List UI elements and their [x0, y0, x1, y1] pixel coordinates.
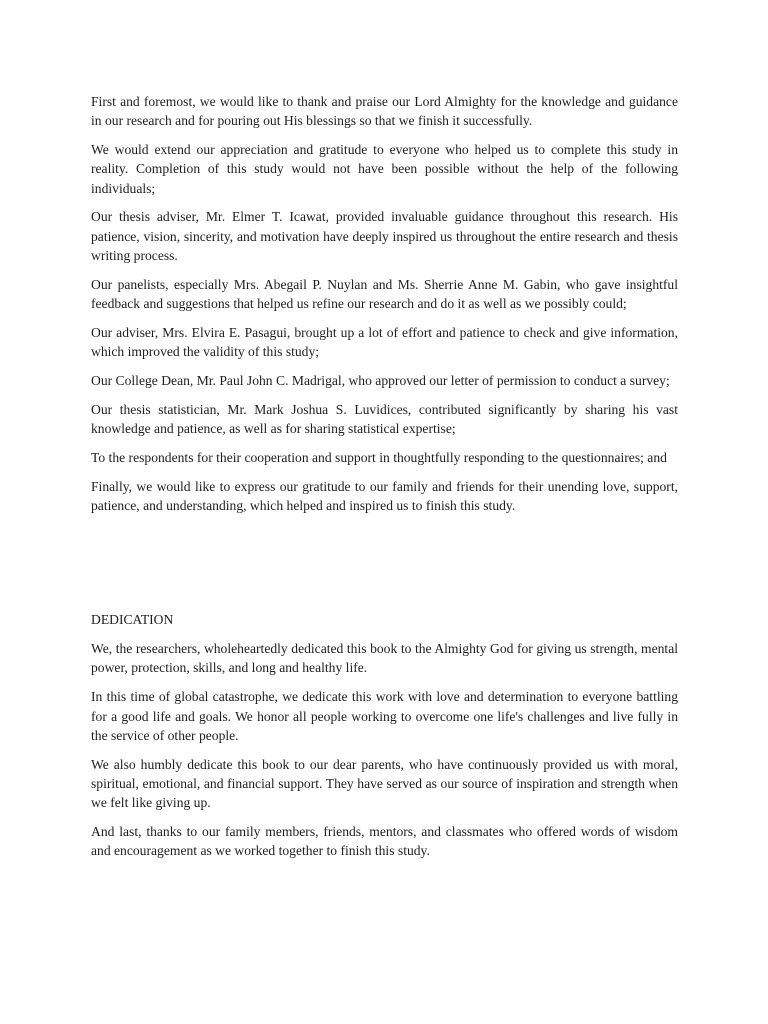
dedication-paragraph-parents: We also humbly dedicate this book to our dear parents, who have continuously provided us with moral, spiritual, emotional, and financial support. They have served as our source of inspiration and strength when we felt like giving up. [91, 756, 678, 811]
dedication-section [91, 610, 678, 861]
dedication-paragraph-god: We, the researchers, wholeheartedly dedicated this book to the Almighty God for giving us strength, mental power, protection, skills, and long and healthy life. [91, 641, 678, 676]
dedication-paragraph-family: And last, thanks to our family members, friends, mentors, and classmates who offered words of wisdom and encouragement as we worked together to finish this study. [91, 824, 678, 859]
document-page [91, 92, 678, 870]
ack-paragraph-statistician: Our thesis statistician, Mr. Mark Joshua S. Luvidices, contributed significantly by sharing his vast knowledge and patience, as well as for sharing statistical expertise; [91, 401, 678, 437]
section-spacer [91, 525, 678, 610]
ack-paragraph-family-friends: Finally, we would like to express our gratitude to our family and friends for their unending love, support, patience, and understanding, which helped and inspired us to finish this study. [91, 478, 678, 514]
acknowledgement-section [91, 92, 678, 515]
ack-paragraph-thesis-adviser: Our thesis adviser, Mr. Elmer T. Icawat, provided invaluable guidance throughout this research. His patience, vision, sincerity, and motivation have deeply inspired us throughout the entire research and thesis writing process. [91, 209, 678, 264]
dedication-heading: DEDICATION [91, 611, 174, 627]
ack-paragraph-adviser: Our adviser, Mrs. Elvira E. Pasagui, brought up a lot of effort and patience to check and give information, which improved the validity of this study; [91, 324, 678, 360]
ack-paragraph-thanks-god: First and foremost, we would like to thank and praise our Lord Almighty for the knowledge and guidance in our research and for pouring out His blessings so that we finish it successfully. [91, 94, 678, 129]
ack-paragraph-appreciation: We would extend our appreciation and gratitude to everyone who helped us to complete this study in reality. Completion of this study would not have been possible without the help of the following individuals; [91, 142, 678, 196]
dedication-paragraph-global: In this time of global catastrophe, we dedicate this work with love and determination to everyone battling for a good life and goals. We honor all people working to overcome one life's challenges and live fully in the service of other people. [91, 689, 678, 743]
ack-paragraph-college-dean: Our College Dean, Mr. Paul John C. Madrigal, who approved our letter of permission to conduct a survey; [91, 373, 670, 389]
ack-paragraph-panelists: Our panelists, especially Mrs. Abegail P. Nuylan and Ms. Sherrie Anne M. Gabin, who gave insightful feedback and suggestions that helped us refine our research and do it as well as we possibly could; [91, 276, 678, 312]
ack-paragraph-respondents: To the respondents for their cooperation and support in thoughtfully responding to the questionnaires; and [91, 449, 667, 465]
